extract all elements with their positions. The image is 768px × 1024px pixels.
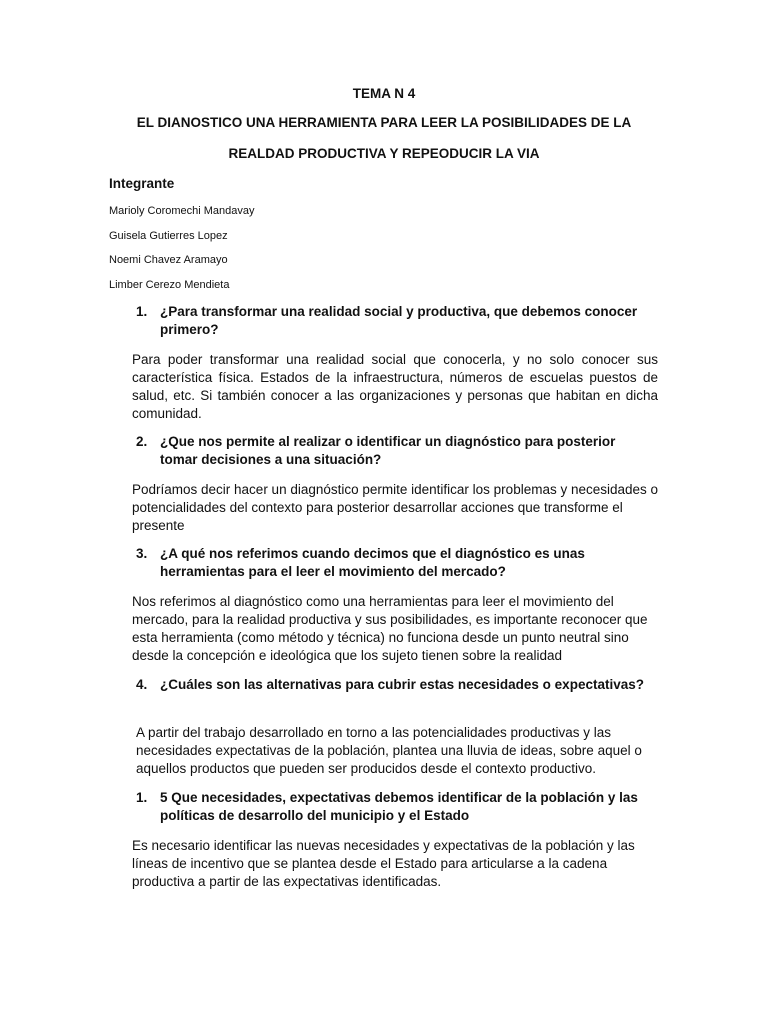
member-name: Noemi Chavez Aramayo xyxy=(109,254,228,266)
question-text: ¿Cuáles son las alternativas para cubrir estas necesidades o expectativas? xyxy=(160,677,644,692)
answer-text: A partir del trabajo desarrollado en torno a las potencialidades productivas y las necesidades expectativas de la población, plantea una lluvia de ideas, sobre aquel o aquellos productos que pueden ser producidos desde el contexto productivo. xyxy=(136,725,642,776)
question-item xyxy=(136,545,656,581)
question-item xyxy=(136,303,656,339)
member-name: Marioly Coromechi Mandavay xyxy=(109,205,255,217)
question-number: 4. xyxy=(136,677,148,692)
answer-text: Es necesario identificar las nuevas necesidades y expectativas de la población y las líneas de incentivo que se plantea desde el Estado para articularse a la cadena productiva a partir de las expectativas identificadas. xyxy=(132,838,635,889)
question-item xyxy=(136,433,656,469)
question-number: 3. xyxy=(136,546,148,561)
question-text: 5 Que necesidades, expectativas debemos identificar de la población y las políticas de desarrollo del municipio y el Estado xyxy=(160,790,638,823)
document-title: TEMA N 4 xyxy=(352,86,416,101)
question-number: 1. xyxy=(136,304,148,319)
answer-text: Podríamos decir hacer un diagnóstico permite identificar los problemas y necesidades o potencialidades del contexto para posterior desarrollar acciones que transforme el presente xyxy=(132,482,659,533)
member-name: Guisela Gutierres Lopez xyxy=(109,230,228,242)
question-text: ¿Que nos permite al realizar o identificar un diagnóstico para posterior tomar decisiones a una situación? xyxy=(160,434,616,467)
question-number: 1. xyxy=(136,790,148,805)
question-number: 2. xyxy=(136,434,148,449)
document-subtitle-line-1: EL DIANOSTICO UNA HERRAMIENTA PARA LEER LA POSIBILIDADES DE LA xyxy=(136,115,632,130)
answer-text: Nos referimos al diagnóstico como una herramientas para leer el movimiento del mercado, para la realidad productiva y sus posibilidades, es importante reconocer que esta herramienta (como método y técnica) no funciona desde un punto neutral sino desde la concepción e ideológica que los sujeto tienen sobre la realidad xyxy=(132,594,648,663)
answer-text: Para poder transformar una realidad social que conocerla, y no solo conocer sus característica física. Estados de la infraestructura, números de escuelas puestos de salud, etc. Si también conocer a las organizaciones y personas que habitan en dicha comunidad. xyxy=(132,352,658,421)
members-heading: Integrante xyxy=(109,176,175,191)
question-text: ¿A qué nos referimos cuando decimos que el diagnóstico es unas herramientas para el leer el movimiento del mercado? xyxy=(160,546,585,579)
member-name: Limber Cerezo Mendieta xyxy=(109,279,230,291)
question-text: ¿Para transformar una realidad social y productiva, que debemos conocer primero? xyxy=(160,304,638,337)
document-subtitle-line-2: REALDAD PRODUCTIVA Y REPEODUCIR LA VIA xyxy=(228,146,540,161)
question-item xyxy=(136,676,656,694)
question-item xyxy=(136,789,666,825)
